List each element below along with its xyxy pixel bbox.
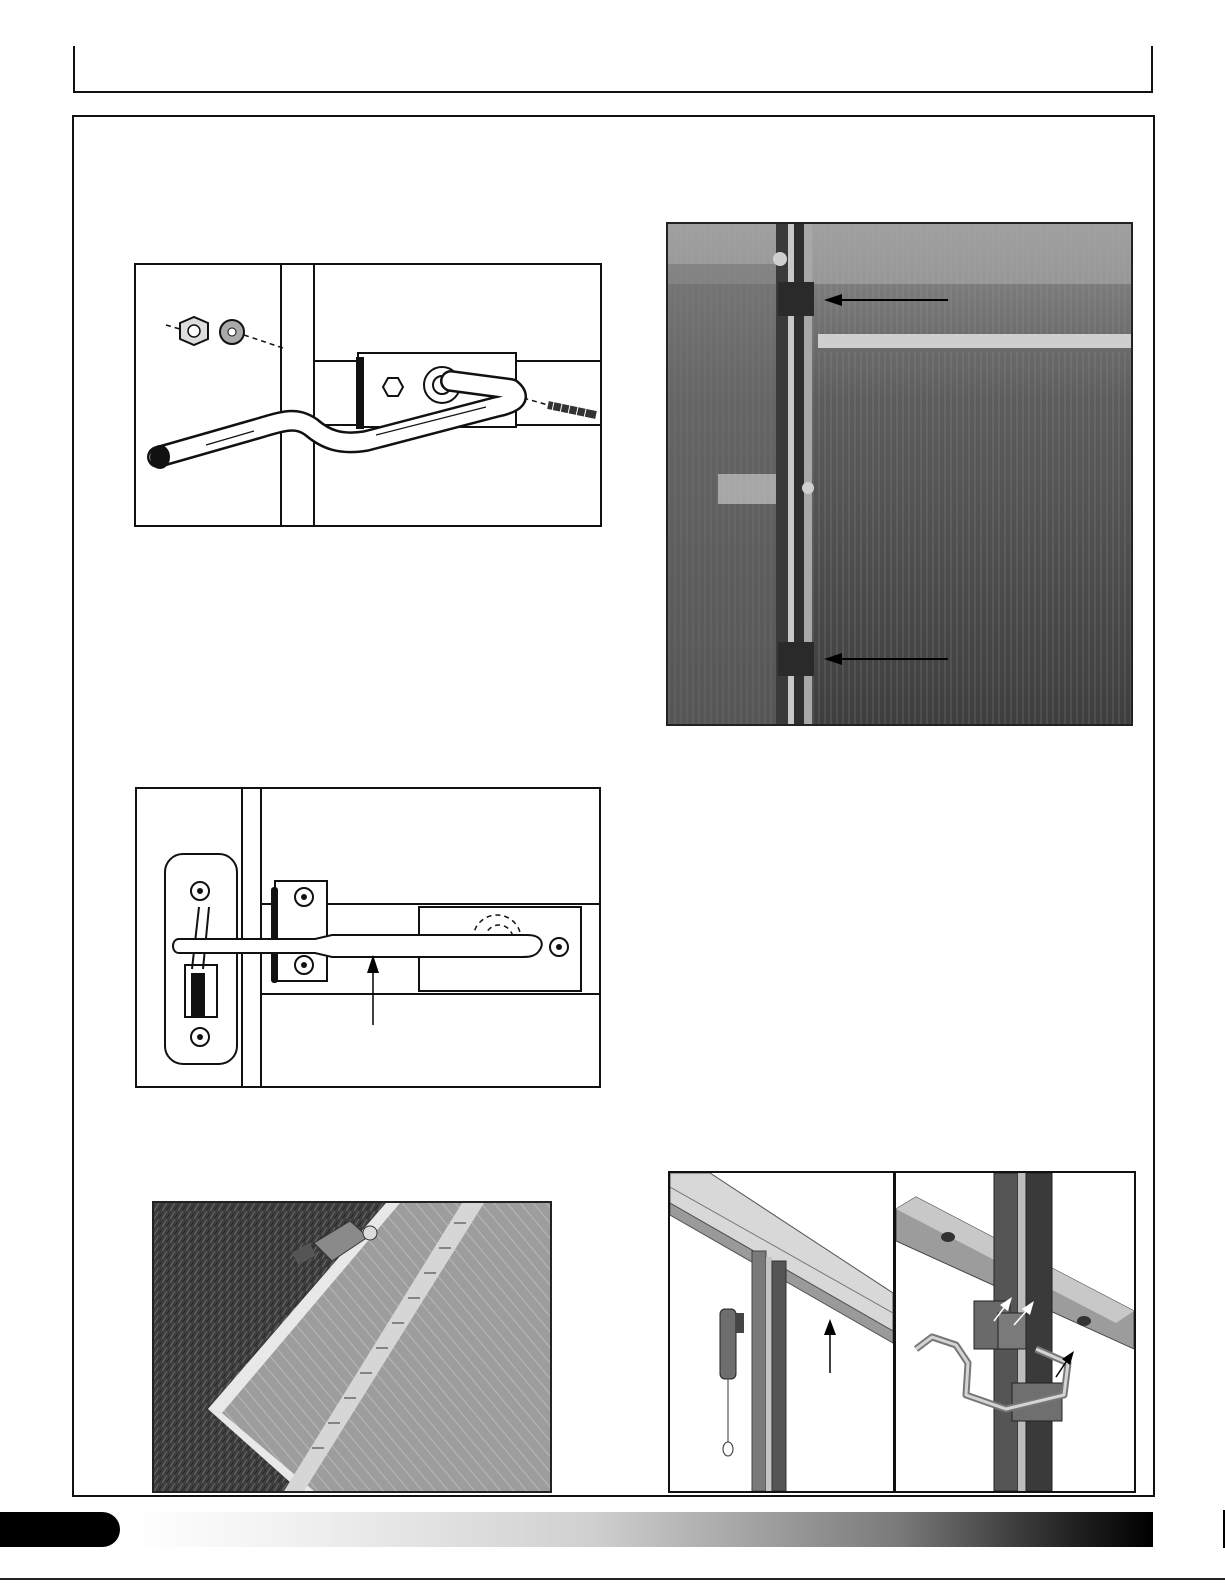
arrow-latch-bar-icon: [367, 955, 379, 1025]
figure-latch-assembly: [134, 263, 602, 527]
figure-hinge-photo: [666, 222, 1133, 726]
footer-page-tab: [0, 1512, 120, 1547]
figure-latch-top-view: [135, 787, 601, 1088]
door-closer-cylinder: [720, 1309, 736, 1379]
threaded-rod-icon: [548, 402, 596, 418]
figure-handle-render: [894, 1171, 1136, 1493]
figure-panel-photo: [152, 1201, 552, 1493]
page-header-box: [73, 46, 1153, 93]
figure-door-closer-render: [668, 1171, 895, 1493]
latch-bar: [173, 935, 542, 957]
footer-rule: [0, 1578, 1225, 1580]
arrow-door-closer-icon: [824, 1319, 836, 1373]
hex-bolt-icon: [383, 378, 403, 396]
lower-hinge: [778, 642, 814, 676]
footer-gradient-bar: [130, 1512, 1153, 1547]
upper-hinge: [778, 282, 814, 316]
